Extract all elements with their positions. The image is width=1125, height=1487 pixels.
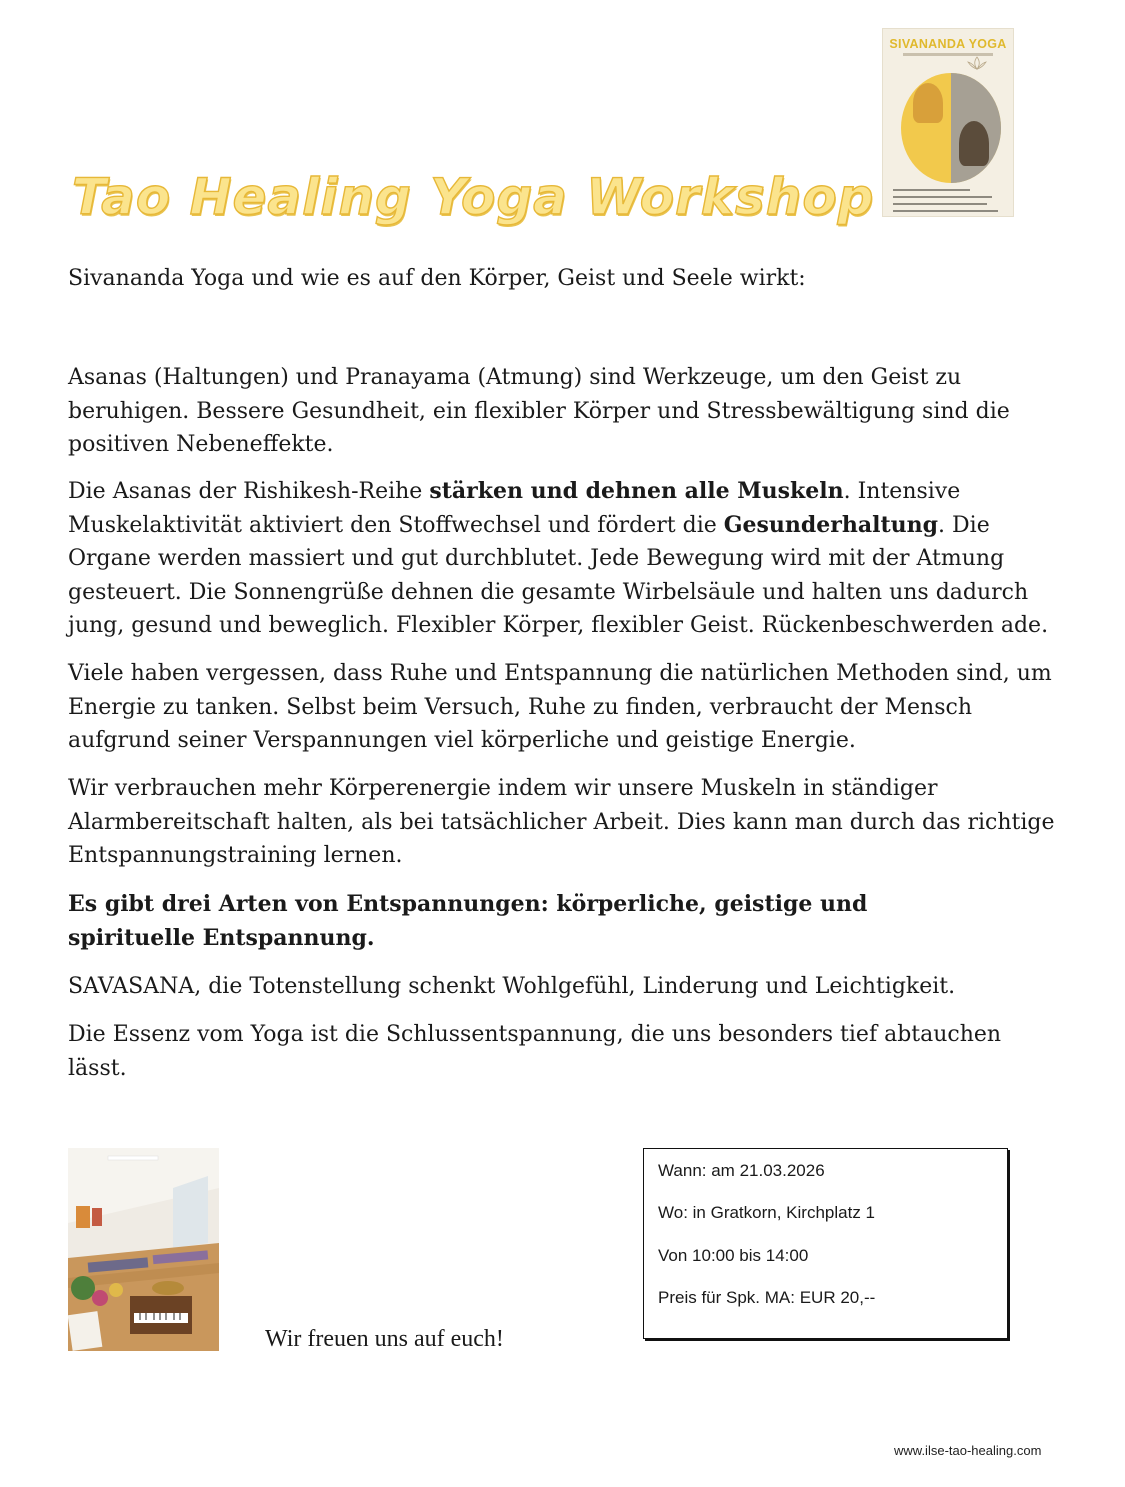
p2-text-c: . Intensive Muskelaktivität aktiviert den Stoffwechsel und fördert die	[68, 479, 961, 538]
yoga-studio-photo	[68, 1148, 219, 1351]
intro-text: Sivananda Yoga und wie es auf den Körper, Geist und Seele wirkt:	[68, 266, 806, 291]
paragraph-asanas-pranayama: Asanas (Haltungen) und Pranayama (Atmung) sind Werkzeuge, um den Geist zu beruhigen. Bessere Gesundheit, ein flexibler Körper und Stressbewältigung sind die positiven Nebeneffekte.	[68, 365, 1010, 457]
paragraph-entspannungsarten: Es gibt drei Arten von Entspannungen: körperliche, geistige und spirituelle Entspannung.	[68, 891, 868, 951]
detail-date: Wann: am 21.03.2026	[658, 1161, 825, 1180]
event-details-box	[643, 1148, 1008, 1339]
poster-person-left	[913, 83, 943, 123]
paragraph-rishikesh	[68, 475, 1068, 643]
paragraph-essenz: Die Essenz vom Yoga ist die Schlussentspannung, die uns besonders tief abtauchen lässt.	[68, 1022, 1002, 1081]
p2-text-a: Die Asanas der Rishikesh-Reihe	[68, 479, 430, 504]
poster-title: SIVANANDA YOGA	[889, 37, 1007, 51]
poster-thumbnail	[882, 28, 1014, 217]
page-title: Tao Healing Yoga Workshop	[72, 168, 875, 226]
paragraph-ruhe: Viele haben vergessen, dass Ruhe und Entspannung die natürlichen Methoden sind, um Energie zu tanken. Selbst beim Versuch, Ruhe zu finden, verbraucht der Mensch aufgrund seiner Verspannungen viel körperliche und geistige Energie.	[68, 661, 1052, 753]
footer-website: www.ilse-tao-healing.com	[894, 1443, 1042, 1458]
paragraph-savasana: SAVASANA, die Totenstellung schenkt Wohlgefühl, Linderung und Leichtigkeit.	[68, 974, 956, 999]
closing-text: Wir freuen uns auf euch!	[265, 1326, 504, 1352]
p2-bold-muskeln: stärken und dehnen alle Muskeln	[429, 478, 844, 504]
detail-location: Wo: in Gratkorn, Kirchplatz 1	[658, 1203, 875, 1222]
p2-bold-gesunderhaltung: Gesunderhaltung	[723, 511, 939, 538]
paragraph-koerperenergie: Wir verbrauchen mehr Körperenergie indem wir unsere Muskeln in ständiger Alarmbereitschaft halten, als bei tatsächlicher Arbeit. Dies kann man durch das richtige Entspannungstraining lernen.	[68, 776, 1055, 868]
detail-price: Preis für Spk. MA: EUR 20,--	[658, 1288, 876, 1307]
detail-time: Von 10:00 bis 14:00	[658, 1246, 809, 1265]
poster-photo-circle	[901, 73, 1001, 183]
poster-fine-print	[893, 189, 1003, 217]
lotus-icon	[965, 56, 989, 70]
poster-person-right	[959, 121, 989, 166]
p2-text-e: . Die Organe werden massiert und gut durchblutet. Jede Bewegung wird mit der Atmung gesteuert. Die Sonnengrüße dehnen die gesamte Wirbelsäule und halten uns dadurch jung, gesund und beweglich. Flexibler Körper, flexibler Geist. Rückenbeschwerden ade.	[68, 512, 1049, 638]
